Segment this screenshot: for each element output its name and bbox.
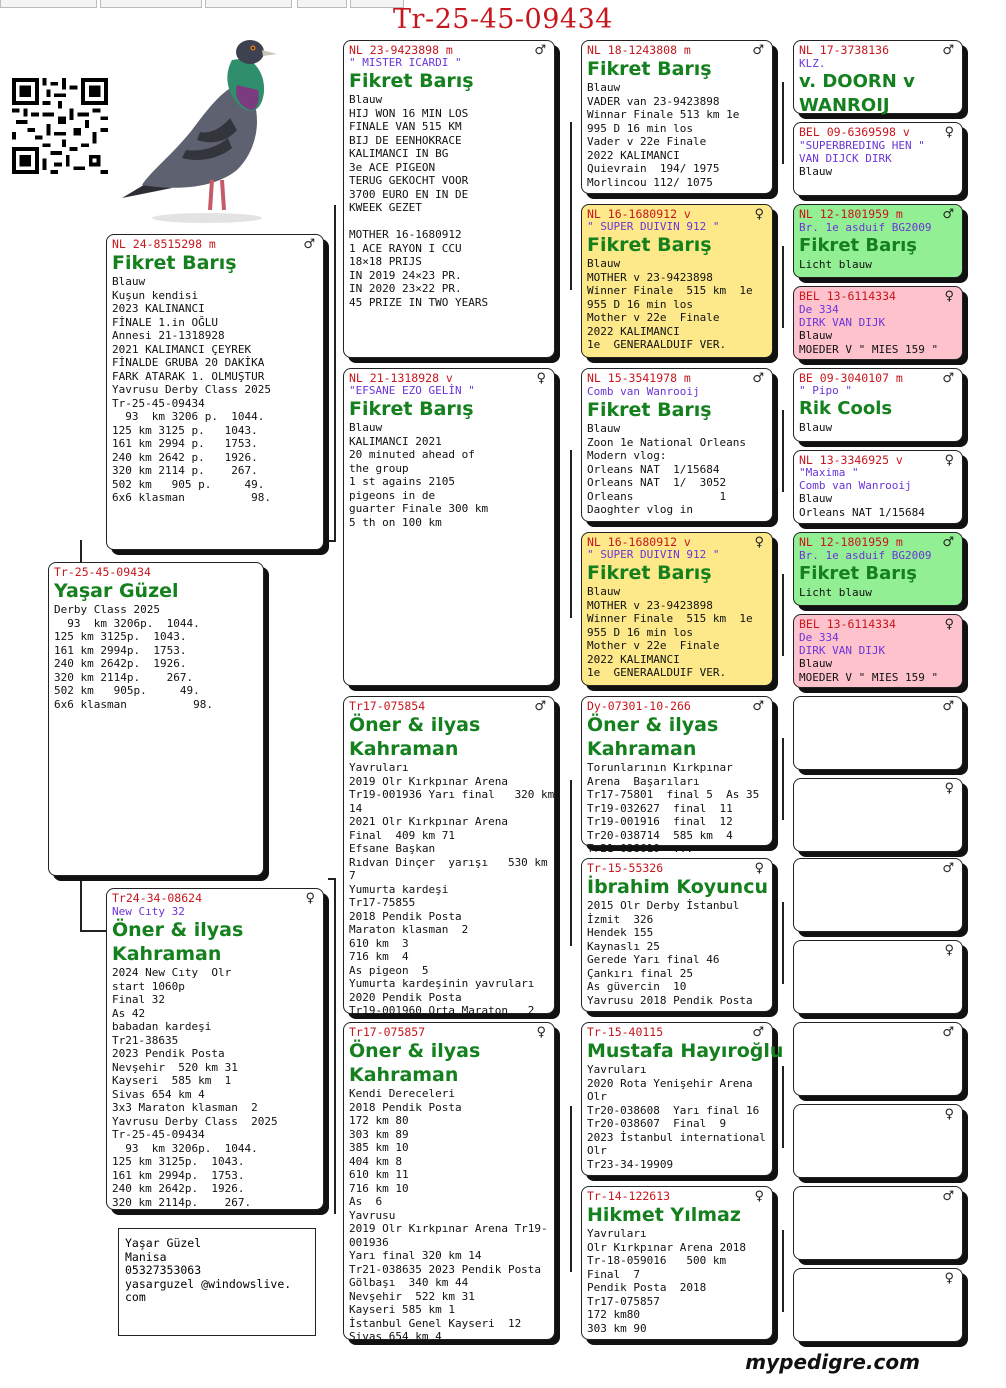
pedigree-card-g7[interactable] (793, 532, 963, 606)
performance-notes: Blauw (799, 165, 833, 178)
performance-notes: Blauw KALIMANCI 2021 20 minuted ahead of the group 1 st agains 2105 pigeons in de guarter Finale 300 km 5 th on 100 km (349, 421, 489, 529)
male-icon: ♂ (752, 43, 764, 58)
strain: "SUPERBREDING HEN " VAN DIJCK DIRK (799, 139, 925, 165)
female-icon: ♀ (536, 1025, 546, 1040)
strain: Br. 1e asduif BG2009 (799, 549, 932, 562)
male-icon: ♂ (942, 699, 954, 714)
female-icon: ♀ (944, 943, 954, 958)
performance-notes: Yavruları 2020 Rota Yenişehir Arena Olr Tr20-038608 Yarı final 16 Tr20-038607 Final 9 2023 İstanbul international Olr Tr23-34-19909 (587, 1063, 766, 1171)
nickname: " MISTER ICARDI " (349, 56, 462, 69)
female-icon: ♀ (754, 861, 764, 876)
connector (80, 930, 106, 932)
qr-code (12, 78, 108, 174)
ring-number: BEL 09-6369598 v (799, 125, 910, 139)
owner-name: Öner & ilyas Kahraman (112, 919, 244, 965)
ring-number: Tr-15-55326 (587, 861, 664, 875)
pedigree-card-sdd[interactable] (581, 532, 773, 686)
owner-name: Fikret Barış (587, 58, 712, 80)
male-icon: ♂ (942, 861, 954, 876)
ring-number: Tr-15-40115 (587, 1025, 664, 1039)
pedigree-card-g11[interactable] (793, 858, 963, 932)
pedigree-card-ssd[interactable] (581, 204, 773, 358)
owner-name: Mustafa Hayıroğlu (587, 1040, 784, 1062)
pedigree-card-g14[interactable] (793, 1104, 963, 1178)
strain: Comb van Wanrooij (799, 479, 912, 492)
owner-name: Fikret Barış (799, 235, 918, 256)
performance-notes: Derby Class 2025 93 km 3206p. 1044. 125 km 3125p. 1043. 161 km 2994p. 1753. 240 km 2642p. 1926. 320 km 2114p. 267. 502 km 905p. 49. 6x6 klasman 98. (54, 603, 213, 711)
pedigree-card-sds[interactable] (581, 368, 773, 522)
female-icon: ♀ (944, 453, 954, 468)
connector (782, 1066, 784, 1148)
pedigree-card-g1[interactable] (793, 40, 963, 114)
strain: De 334 DIRK VAN DIJK (799, 303, 886, 329)
connector (570, 450, 572, 618)
pedigree-card-g6[interactable] (793, 450, 963, 524)
connector (334, 878, 336, 1214)
performance-notes: Blauw MOEDER V " MIES 159 " (799, 657, 939, 684)
female-icon: ♀ (754, 535, 764, 550)
male-icon: ♂ (534, 43, 546, 58)
connector (782, 574, 784, 656)
ring-number: Tr24-34-08624 (112, 891, 203, 905)
ring-number: Tr-14-122613 (587, 1189, 671, 1203)
male-icon: ♂ (942, 1025, 954, 1040)
pedigree-card-g10[interactable] (793, 778, 963, 852)
nickname: " SUPER DUIVIN 912 " (587, 220, 720, 233)
pedigree-card-sire[interactable] (106, 234, 324, 550)
male-icon: ♂ (752, 699, 764, 714)
connector (782, 82, 784, 164)
male-icon: ♂ (303, 237, 315, 252)
performance-notes: Licht blauw (799, 258, 872, 271)
pedigree-card-g3[interactable] (793, 204, 963, 278)
female-icon: ♀ (944, 617, 954, 632)
ring-number: NL 24-8515298 m (112, 237, 216, 251)
performance-notes: Kendi Dereceleri 2018 Pendik Posta 172 km 80 303 km 89 385 km 10 404 km 8 610 km 11 716 km 10 As 6 Yavrusu 2019 Olr Kırkpınar Arena Tr19- 001936 Yarı final 320 km 14 Tr21-038635 2023 Pendik Posta Gölbaşı 340 km 44 Nevşehir 522 km 31 Kayseri 585 km 1 İstanbul Genel Kayseri 12 Sivas 654 km 4 (349, 1087, 548, 1343)
owner-name: Fikret Barış (799, 563, 918, 584)
male-icon: ♂ (942, 535, 954, 550)
connector (782, 738, 784, 820)
male-icon: ♂ (942, 207, 954, 222)
male-icon: ♂ (942, 371, 954, 386)
ring-number: NL 18-1243808 m (587, 43, 691, 57)
pedigree-card-ddd[interactable] (581, 1186, 773, 1340)
female-icon: ♀ (944, 1107, 954, 1122)
performance-notes: Blauw Orleans NAT 1/15684 (799, 492, 925, 519)
female-icon: ♀ (944, 781, 954, 796)
ring-number: Tr-25-45-09434 (54, 565, 151, 579)
strain: Comb van Wanrooij (587, 385, 700, 398)
performance-notes: Blauw (799, 421, 833, 434)
pedigree-card-ss[interactable] (343, 40, 555, 358)
pedigree-card-g8[interactable] (793, 614, 963, 688)
ring-number: NL 12-1801959 m (799, 535, 903, 549)
pedigree-card-g12[interactable] (793, 940, 963, 1014)
pigeon-photo (112, 30, 302, 225)
pedigree-card-dd[interactable] (343, 1022, 555, 1343)
performance-notes: Torunlarının Kırkpınar Arena Başarıları Tr17-75801 final 5 As 35 Tr19-032627 final 11 Tr19-001916 final 12 Tr20-038714 585 km 4 Tr21-038610 ... (587, 761, 760, 855)
connector (782, 246, 784, 328)
page-title: Tr-25-45-09434 (393, 4, 613, 35)
pedigree-card-subject[interactable] (48, 562, 264, 876)
owner-contact: Yaşar Güzel Manisa 05327353063 yasarguzel @windowslive. com (118, 1228, 316, 1336)
pedigree-card-g5[interactable] (793, 368, 963, 442)
owner-name: Fikret Barış (349, 398, 474, 420)
connector (328, 878, 336, 880)
pedigree-card-g15[interactable] (793, 1186, 963, 1260)
strain: Br. 1e asduif BG2009 (799, 221, 932, 234)
owner-name: Öner & ilyas Kahraman (349, 1040, 481, 1086)
owner-name: İbrahim Koyuncu (587, 876, 768, 898)
pedigree-card-dss[interactable] (581, 696, 773, 855)
connector (782, 1230, 784, 1312)
pedigree-card-g9[interactable] (793, 696, 963, 770)
nickname: "Maxima " (799, 466, 859, 479)
ring-number: NL 21-1318928 v (349, 371, 453, 385)
male-icon: ♂ (752, 1025, 764, 1040)
strain: De 334 DIRK VAN DIJK (799, 631, 886, 657)
owner-name: Öner & ilyas Kahraman (349, 714, 481, 760)
owner-name: Fikret Barış (587, 234, 712, 256)
ring-number: NL 16-1680912 v (587, 535, 691, 549)
connector (80, 876, 82, 931)
female-icon: ♀ (305, 891, 315, 906)
pedigree-card-sss[interactable] (581, 40, 773, 194)
performance-notes: Yavruları Olr Kırkpınar Arena 2018 Tr-18-059016 500 km Final 7 Pendik Posta 2018 Tr17-075857 172 km80 303 km 90 (587, 1227, 746, 1335)
performance-notes: Yavruları 2019 Olr Kırkpınar Arena Tr19-001936 Yarı final 320 km 14 2021 Olr Kırkpınar Arena Final 409 km 71 Efsane Başkan Rıdvan Dinçer yarışı 530 km 7 Yumurta kardeşi Tr17-75855 2018 Pendik Posta Maraton klasman 2 610 km 3 716 km 4 As pigeon 5 Yumurta kardeşinin yavruları 2020 Pendik Posta Tr19-001960 Orta Maraton 2 (349, 761, 555, 1017)
nickname: " SUPER DUIVIN 912 " (587, 548, 720, 561)
ring-number: NL 15-3541978 m (587, 371, 691, 385)
ring-number: NL 17-3738136 (799, 43, 890, 57)
owner-name: Hikmet Yılmaz (587, 1204, 741, 1226)
female-icon: ♀ (944, 289, 954, 304)
owner-name: Öner & ilyas Kahraman (587, 714, 719, 760)
female-icon: ♀ (754, 1189, 764, 1204)
owner-name: v. DOORN v WANROIJ (799, 71, 915, 116)
ring-number: Dy-07301-10-266 (587, 699, 691, 713)
male-icon: ♂ (752, 371, 764, 386)
connector (80, 540, 82, 564)
nickname: "EFSANE EZO GELİN " (349, 384, 475, 397)
performance-notes: Blauw MOEDER V " MIES 159 " (799, 329, 939, 356)
pedigree-card-g2[interactable] (793, 122, 963, 196)
owner-name: Rik Cools (799, 398, 893, 419)
pedigree-card-g4[interactable] (793, 286, 963, 360)
ring-number: Tr17-075857 (349, 1025, 426, 1039)
pedigree-card-ds[interactable] (343, 696, 555, 1017)
female-icon: ♀ (754, 207, 764, 222)
female-icon: ♀ (536, 371, 546, 386)
ring-number: BEL 13-6114334 (799, 289, 896, 303)
connector (782, 902, 784, 984)
male-icon: ♂ (942, 1189, 954, 1204)
strain: KLZ. (799, 57, 826, 70)
owner-name: Fikret Barış (587, 562, 712, 584)
ring-number: Tr17-075854 (349, 699, 426, 713)
performance-notes: Licht blauw (799, 586, 872, 599)
pedigree-card-dam[interactable] (106, 888, 324, 1210)
connector (570, 122, 572, 290)
owner-name: Fikret Barış (349, 70, 474, 92)
pedigree-card-dsd[interactable] (581, 858, 773, 1012)
connector (570, 780, 572, 946)
performance-notes: Blauw HIJ WON 16 MIN LOS FINALE VAN 515 KM BIJ DE EENHOKRACE KALIMANCI IN BG 3e ACE PIGEON TERUG GEKOCHT VOOR 3700 EURO EN IN DE KWEEK GEZET MOTHER 16-1680912 1 ACE RAYON I CCU 18×18 PRIJS IN 2019 24×23 PR. IN 2020 23×22 PR. 45 PRIZE IN TWO YEARS (349, 93, 489, 309)
pedigree-card-g16[interactable] (793, 1268, 963, 1342)
performance-notes: Blauw MOTHER v 23-9423898 Winner Finale 515 km 1e 955 D 16 min los Mother v 22e Finale 2022 KALIMANCI 1e GENERAALDUIF VER. (587, 257, 753, 351)
ring-number: NL 12-1801959 m (799, 207, 903, 221)
owner-name: Fikret Barış (112, 252, 237, 274)
owner-name: Fikret Barış (587, 399, 712, 421)
strain: New Cıty 32 (112, 905, 185, 918)
owner-name: Yaşar Güzel (54, 580, 179, 602)
connector (328, 540, 336, 542)
performance-notes: 2024 New Cıty Olr start 1060p Final 32 As 42 babadan kardeşi Tr21-38635 2023 Pendik Posta Nevşehir 520 km 31 Kayseri 585 km 1 Sivas 654 km 4 3x3 Maraton klasman 2 Yavrusu Derby Class 2025 Tr-25-45-09434 93 km 3206p. 1044. 125 km 3125p. 1043. 161 km 2994p. 1753. 240 km 2642p. 1926. 320 km 2114p. 267. (112, 966, 278, 1209)
connector (570, 1106, 572, 1272)
ring-number: NL 23-9423898 m (349, 43, 453, 57)
pedigree-card-sd[interactable] (343, 368, 555, 686)
connector (334, 205, 336, 541)
pedigree-card-g13[interactable] (793, 1022, 963, 1096)
nickname: " Pipo " (799, 384, 852, 397)
performance-notes: Blauw VADER van 23-9423898 Winnar Finale 513 km 1e 995 D 16 min los Vader v 22e Finale 2022 KALIMANCI Quievrain 194/ 1975 Morlincou 112/ 1075 (587, 81, 740, 189)
brand-logo[interactable]: mypedigre.com (745, 1350, 920, 1374)
performance-notes: Blauw Kuşun kendisi 2023 KALINANCI FİNALE 1.in OĞLU Annesi 21-1318928 2021 KALIMANCI ÇEYREK FİNALDE GRUBA 20 DAKİKA FARK ATARAK 1. OLMUŞTUR Yavrusu Derby Class 2025 Tr-25-45-09434 93 km 3206 p. 1044. 125 km 3125 p. 1043. 161 km 2994 p. 1753. 240 km 2642 p. 1926. 320 km 2114 p. 267. 502 km 905 p. 49. 6x6 klasman 98. (112, 275, 271, 504)
performance-notes: Blauw MOTHER v 23-9423898 Winner Finale 515 km 1e 955 D 16 min los Mother v 22e Finale 2022 KALIMANCI 1e GENERAALDUIF VER. (587, 585, 753, 679)
performance-notes: 2015 Olr Derby İstanbul İzmit 326 Hendek 155 Kaynaslı 25 Gerede Yarı final 46 Çankırı final 25 As güvercin 10 Yavrusu 2018 Pendik Posta (587, 899, 753, 1007)
male-icon: ♂ (534, 699, 546, 714)
male-icon: ♂ (942, 43, 954, 58)
ring-number: NL 16-1680912 v (587, 207, 691, 221)
pedigree-card-dds[interactable] (581, 1022, 784, 1176)
performance-notes: Blauw Zoon 1e National Orleans Modern vlog: Orleans NAT 1/15684 Orleans NAT 1/ 3052 Orleans 1 Daoghter vlog in (587, 422, 746, 516)
female-icon: ♀ (944, 1271, 954, 1286)
ring-number: BE 09-3040107 m (799, 371, 903, 385)
ring-number: NL 13-3346925 v (799, 453, 903, 467)
connector (782, 410, 784, 492)
female-icon: ♀ (944, 125, 954, 140)
ring-number: BEL 13-6114334 (799, 617, 896, 631)
